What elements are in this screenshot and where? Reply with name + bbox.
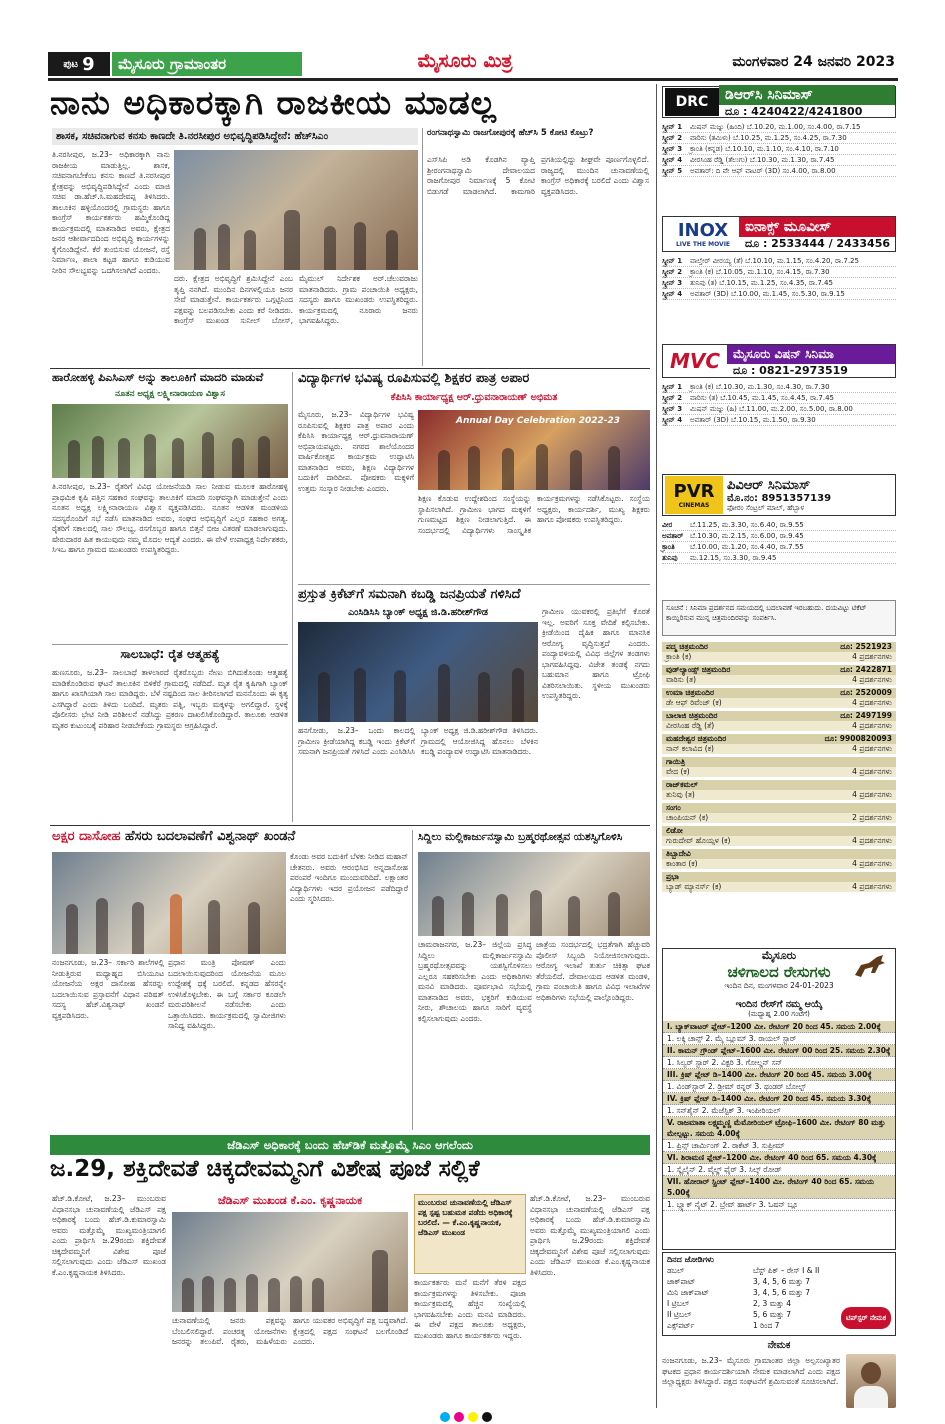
races-title-1: ಮೈಸೂರು xyxy=(761,949,797,962)
lead-subhead: ಶಾಸಕ, ಸಚಿವನಾಗುವ ಕನಸು ಕಾಣದೇ ತಿ.ನರಸೀಪುರ ಅಭಿವೃದ್ಧಿಪಡಿಸಿದ್ದೇನೆ: ಹೆಚ್‌ಸಿಎಂ xyxy=(52,128,418,145)
tipster-badge: ಟಿಪ್‌ಸ್ಟರ್ ನೇಮಕ xyxy=(841,1307,891,1329)
jds-body-left: ಹೆಚ್.ಡಿ.ಕೋಟೆ, ಜ.23– ಮುಂಬರುವ ವಿಧಾನಸಭಾ ಚುನಾವಣೆಯಲ್ಲಿ ಜೆಡಿಎಸ್ ಪಕ್ಷ ಅಧಿಕಾರಕ್ಕೆ ಬಂದು ಹೆಚ್.ಡಿ.ಕುಮಾರಸ್ವಾಮಿ ಅವರು ಮತ್ತೊಮ್ಮೆ ಮುಖ್ಯಮಂತ್ರಿಯಾಗಲಿ ಎಂದು ಪ್ರಾರ್ಥಿಸಿ ಜ.29ರಂದು ಶಕ್ತಿದೇವತೆ ಚಿಕ್ಕದೇವಮ್ಮನಿಗೆ ವಿಶೇಷ ಪೂಜೆ ಸಲ್ಲಿಸಲಾಗುವುದು ಎಂದು ಜೆಡಿಎಸ್ ಮುಖಂಡ ಕೆ.ಎಂ.ಕೃಷ್ಣನಾಯಕ ತಿಳಿಸಿದರು. xyxy=(52,1194,166,1277)
theater-entry: ತಿಬ್ಬಾದೇವಿ ಕಾಂತಾರ (ಕ) 4 ಪ್ರದರ್ಶನಗಳು xyxy=(662,849,896,869)
listing-row: ಸ್ಕ್ರೀನ್ 1 ಮಿಷನ್ ಮಜ್ನು (ಹಿಂದಿ) ಬೆ.10.20, ಮ.1.00, ಸಂ.4.00, ರಾ.7.15 xyxy=(662,122,896,133)
jds-kicker: ಜೆಡಿಎಸ್ ಅಧಿಕಾರಕ್ಕೆ ಬಂದು ಹೆಚ್‌ಡಿಕೆ ಮತ್ತೊಮ್ಮೆ ಸಿಎಂ ಆಗಲೆಂದು xyxy=(50,1135,650,1155)
inox-name: ಐನಾಕ್ಸ್ ಮೂವೀಸ್ xyxy=(739,217,895,237)
inox-tagline: LIVE THE MOVIE xyxy=(675,241,731,248)
inox-listing xyxy=(662,256,896,340)
theater-entry: ಲಿಡೋ ಗುರುದೇವ್ ಹೊಯ್ಸಳ (ಕ) 4 ಪ್ರದರ್ಶನಗಳು xyxy=(662,826,896,846)
pvr-name: ಪಿವಿಆರ್ ಸಿನಿಮಾಸ್ xyxy=(727,477,811,493)
lead-headline: ನಾನು ಅಧಿಕಾರಕ್ಕಾಗಿ ರಾಜಕೀಯ ಮಾಡಲ್ಲ xyxy=(50,83,497,122)
inox-phone: ದೂ : 2533444 / 2433456 xyxy=(745,237,891,250)
lead-photo xyxy=(174,150,418,270)
issue-date: ಮಂಗಳವಾರ 24 ಜನವರಿ 2023 xyxy=(732,54,895,70)
jds-quote-box: ಮುಂಬರುವ ಚುನಾವಣೆಯಲ್ಲಿ ಜೆಡಿಎಸ್ ಪಕ್ಷ ಸ್ಪಷ್ಟ ಬಹುಮತ ಪಡೆದು ಅಧಿಕಾರಕ್ಕೆ ಬರಲಿದೆ. — ಕೆ.ಎಂ.ಕೃಷ್ಣನಾಯಕ, ಜೆಡಿಎಸ್ ಮುಖಂಡ xyxy=(414,1194,526,1274)
listing-row: ಸ್ಕ್ರೀನ್ 3 ಕ್ರಾಂತಿ (ಕನ್ನಡ) ಬೆ.10.10, ಮ.1.10, ಸಂ.4.10, ರಾ.7.10 xyxy=(662,144,896,155)
jds-photo xyxy=(172,1212,408,1312)
registration-mark xyxy=(482,1412,492,1422)
lead-body-right: ದರು. ಕ್ಷೇತ್ರದ ಅಭಿವೃದ್ಧಿಗೆ ಶ್ರಮಿಸಿದ್ದೇನೆ ಎಂಬ ತೃಪ್ತಿ ನನಗಿದೆ. ಮುಂದಿನ ದಿನಗಳಲ್ಲಿಯೂ ಜನರ ಸೇವೆ ಮಾಡುತ್ತೇನೆ. ಕಾರ್ಯಕರ್ತರು ಒಗ್ಗಟ್ಟಿನಿಂದ ಪಕ್ಷವನ್ನು ಬಲಪಡಿಸಬೇಕು ಎಂದು ಕರೆ ನೀಡಿದರು. ಕಾಂಗ್ರೆಸ್ ಮುಖಂಡ ಸುನೀಲ್ ಬೋಸ್, ಮೈಮುಲ್ ನಿರ್ದೇಶಕ ಅರ್.ಚೆಲುವರಾಜು ಮಾತನಾಡಿದರು. ಗ್ರಾಮ ಪಂಚಾಯಿತಿ ಅಧ್ಯಕ್ಷರು, ಸದಸ್ಯರು ಹಾಗೂ ಮುಖಂಡರು ಉಪಸ್ಥಿತರಿದ್ದರು. ಕಾರ್ಯಕ್ರಮದಲ್ಲಿ ನೂರಾರು ಜನರು ಭಾಗವಹಿಸಿದ್ದರು. xyxy=(174,274,418,325)
theater-entry: ಬಾಲಾಜಿ ಚಿತ್ರಮಂದಿರ ದೂ: 2497199 ವೀರಸಿಂಹ ರೆಡ್ಡಿ (ತೆ) 4 ಪ್ರದರ್ಶನಗಳು xyxy=(662,711,896,731)
listing-row: ತುನಿವು ಮ.12.15, ಸಂ.3.30, ರಾ.9.45 xyxy=(662,553,896,564)
pacs-byline: ನೂತನ ಅಧ್ಯಕ್ಷ ಲಕ್ಷ್ಮೀನಾರಾಯಣ ವಿಶ್ವಾಸ xyxy=(115,389,225,399)
mvc-listing xyxy=(662,382,896,468)
students-byline: ಕೆಪಿಸಿಸಿ ಕಾರ್ಯಾಧ್ಯಕ್ಷ ಆರ್.ಧ್ರುವನಾರಾಯಣ್ ಅಭಿಮತ xyxy=(390,392,558,403)
horse-icon xyxy=(851,951,891,981)
tip-row: ಎಕ್ಸ್‌ಪರ್ಟ್ 1 ರಿಂದ 7 xyxy=(667,1321,780,1330)
listing-row: ಸ್ಕ್ರೀನ್ 1 ಕ್ರಾಂತಿ (ಕ) ಬೆ.10.30, ಮ.1.30, ಸಂ.4.30, ರಾ.7.30 xyxy=(662,382,896,393)
students-photo xyxy=(418,410,650,490)
page-number: 9 xyxy=(82,53,95,75)
race-item: I. ಬ್ಯಾಕ್‌ವಾಟರ್ ಪ್ಲೇಟ್–1200 ಮೀ. ರೇಟಿಂಗ್ 20 ರಿಂದ 45. ಸಮಯ 2.00ಕ್ಕೆ 1. ಲಕ್ಕಿ ಚಾನ್ಸ್ 2. ಮೈ ಬ್ಲೂಮ್ 3. ರಾಯಲ್ ಸ್ಟಾರ್ xyxy=(663,1021,895,1045)
pvr-logo-sub: CINEMAS xyxy=(678,502,710,509)
students-body-right: ಶಿಕ್ಷಣ ಕೊಡುವ ಉದ್ದೇಶದಿಂದ ಸಂಸ್ಥೆಯನ್ನು ಸ್ಥಾಪಿಸಲಾಗಿದೆ. ಗ್ರಾಮೀಣ ಭಾಗದ ಮಕ್ಕಳಿಗೆ ಗುಣಮಟ್ಟದ ಶಿಕ್ಷಣ ನೀಡಲಾಗುತ್ತಿದೆ. ಈ ಸಂದರ್ಭದಲ್ಲಿ ವಿದ್ಯಾರ್ಥಿಗಳು ಸಾಂಸ್ಕೃತಿಕ ಕಾರ್ಯಕ್ರಮಗಳನ್ನು ನಡೆಸಿಕೊಟ್ಟರು. ಸಂಸ್ಥೆಯ ಅಧ್ಯಕ್ಷರು, ಕಾರ್ಯದರ್ಶಿ, ಮುಖ್ಯ ಶಿಕ್ಷಕರು ಹಾಗೂ ಪೋಷಕರು ಉಪಸ್ಥಿತರಿದ್ದರು. xyxy=(418,494,650,535)
kabaddi-byline: ಎಂಸಿಡಿಸಿಸಿ ಬ್ಯಾಂಕ್ ಅಧ್ಯಕ್ಷ ಜಿ.ಡಿ.ಹರೀಶ್‌ಗೌಡ xyxy=(348,607,488,618)
drc-listing xyxy=(662,122,896,212)
race-item: II. ಕಾಮನ್ ಗ್ರೌಂಡ್ ಪ್ಲೇಟ್–1600 ಮೀ. ರೇಟಿಂಗ್ 00 ರಿಂದ 25. ಸಮಯ 2.30ಕ್ಕೆ 1. ಸಿಲ್ವರ್ ಸ್ಟಾರ್ 2. ವಿಕ್ಟರಿ 3. ಗೋಲ್ಡನ್ ಸನ್ xyxy=(663,1045,895,1069)
siddilu-body-left: ಚಾಮರಾಜನಗರ, ಜ.23– ಜಿಲ್ಲೆಯ ಪ್ರಸಿದ್ಧ ಸಿದ್ದಿಲು ಮಲ್ಲಿಕಾರ್ಜುನಸ್ವಾಮಿ ಬ್ರಹ್ಮರಥೋತ್ಸವವನ್ನು ಯಶಸ್ವಿಗೊಳಿಸಲು ಎಲ್ಲರೂ ಸಹಕರಿಸಬೇಕು ಎಂದು ಅಧಿಕಾರಿಗಳು ಮನವಿ ಮಾಡಿದರು. ಪೂರ್ವಭಾವಿ ಸಭೆಯಲ್ಲಿ ಮಾತನಾಡಿದ ಅವರು, ಭಕ್ತರಿಗೆ ಕುಡಿಯುವ ನೀರು, ಶೌಚಾಲಯ ಹಾಗೂ ಸಾರಿಗೆ ವ್ಯವಸ್ಥೆ ಕಲ್ಪಿಸಲಾಗುವುದು ಎಂದರು. xyxy=(418,940,532,1023)
theater-entry: ಸಂಗಂ ಚಾಂಪಿಯನ್ (ಕ) 2 ಪ್ರದರ್ಶನಗಳು xyxy=(662,803,896,823)
listing-row: ಸ್ಕ್ರೀನ್ 3 ಮಿಷನ್ ಮಜ್ನು (ಹಿ) ಬೆ.11.00, ಮ.2.00, ಸಂ.5.00, ರಾ.8.00 xyxy=(662,404,896,415)
farmer-body: ಹುಣಸೂರು, ಜ.23– ಸಾಲಬಾಧೆ ತಾಳಲಾರದೆ ರೈತರೊಬ್ಬರು ನೇಣು ಬಿಗಿದುಕೊಂಡು ಆತ್ಮಹತ್ಯೆ ಮಾಡಿಕೊಂಡಿರುವ ಘಟನೆ ತಾಲೂಕಿನ ಬಿಳಿಕೆರೆ ಗ್ರಾಮದಲ್ಲಿ ನಡೆದಿದೆ. ಮೃತ ರೈತ ಕೃಷಿಗಾಗಿ ಬ್ಯಾಂಕ್ ಹಾಗೂ ಖಾಸಗಿಯಾಗಿ ಸಾಲ ಮಾಡಿದ್ದರು. ಬೆಳೆ ನಷ್ಟದಿಂದ ಸಾಲ ತೀರಿಸಲಾಗದೆ ಮನನೊಂದು ಈ ಕೃತ್ಯ ಎಸಗಿದ್ದಾರೆ ಎಂದು ತಿಳಿದು ಬಂದಿದೆ. ಮೃತರು ಪತ್ನಿ, ಇಬ್ಬರು ಮಕ್ಕಳನ್ನು ಅಗಲಿದ್ದಾರೆ. ಸ್ಥಳಕ್ಕೆ ಪೊಲೀಸರು ಭೇಟಿ ನೀಡಿ ಪರಿಶೀಲನೆ ನಡೆಸಿದ್ದು ಪ್ರಕರಣ ದಾಖಲಿಸಿಕೊಂಡಿದ್ದಾರೆ. ತಾಲೂಕು ಆಡಳಿತ ಮೃತರ ಕುಟುಂಬಕ್ಕೆ ಪರಿಹಾರ ನೀಡಬೇಕೆಂದು ಗ್ರಾಮಸ್ಥರು ಆಗ್ರಹಿಸಿದ್ದಾರೆ. xyxy=(52,668,288,730)
races-box xyxy=(662,948,896,1250)
pacs-headline: ಹಾರೋಹಳ್ಳಿ ಪಿಎಸಿಎಸ್ ಅನ್ನು ತಾಲೂಕಿಗೆ ಮಾದರಿ ಮಾಡುವೆ xyxy=(52,371,264,384)
pvr-listing xyxy=(662,520,896,596)
dasoha-headline xyxy=(52,830,412,848)
appointment-body: ನಂಜನಗೂಡು, ಜ.23– ಮೈಸೂರು ಗ್ರಾಮಾಂತರ ಜಿಲ್ಲಾ ಅಲ್ಪಸಂಖ್ಯಾತರ ಘಟಕದ ಪ್ರಧಾನ ಕಾರ್ಯದರ್ಶಿಯಾಗಿ ನೇಮಕ ಮಾಡಲಾಗಿದೆ ಎಂದು ಪಕ್ಷದ ಜಿಲ್ಲಾಧ್ಯಕ್ಷರು ತಿಳಿಸಿದ್ದಾರೆ. ಪಕ್ಷದ ಸಂಘಟನೆಗೆ ಶ್ರಮಿಸುವಂತೆ ಸೂಚಿಸಲಾಗಿದೆ. xyxy=(662,1356,840,1386)
kabaddi-body-left: ಹನಗೋಡು, ಜ.23– ಒಂದು ಕಾಲದಲ್ಲಿ ಗ್ರಾಮೀಣ ಕ್ರೀಡೆಯಾಗಿದ್ದ ಕಬಡ್ಡಿ ಇಂದು ಕ್ರಿಕೆಟ್‌ಗೆ ಸಮನಾಗಿ ಜನಪ್ರಿಯತೆ ಗಳಿಸಿದೆ ಎಂದು ಎಂಸಿಡಿಸಿಸಿ ಬ್ಯಾಂಕ್ ಅಧ್ಯಕ್ಷ ಜಿ.ಡಿ.ಹರೀಶ್‌ಗೌಡ ತಿಳಿಸಿದರು. ಗ್ರಾಮದಲ್ಲಿ ಆಯೋಜಿಸಿದ್ದ ಹೊನಲು ಬೆಳಕಿನ ಕಬಡ್ಡಿ ಪಂದ್ಯಾವಳಿ ಉದ್ಘಾಟಿಸಿ ಮಾತನಾಡಿದರು. xyxy=(298,726,538,756)
listing-row: ಸ್ಕ್ರೀನ್ 2 ವಾರಿಸು (ತ) ಬೆ.10.45, ಮ.1.45, ಸಂ.4.45, ರಾ.7.45 xyxy=(662,393,896,404)
page-label: ಪುಟ xyxy=(63,58,79,70)
theater-entry: ಮಹದೇಶ್ವರ ಚಿತ್ರಮಂದಿರ ದೂ: 9900820093 ನಾನ್ ಕಲಾವಿದ (ಕ) 4 ಪ್ರದರ್ಶನಗಳು xyxy=(662,734,896,754)
kabaddi-headline: ಪ್ರಸ್ತುತ ಕ್ರಿಕೆಟ್‌ಗೆ ಸಮನಾಗಿ ಕಬಡ್ಡಿ ಜನಪ್ರಿಯತೆ ಗಳಿಸಿದೆ xyxy=(298,587,521,602)
section-rule xyxy=(50,368,650,369)
pacs-body: ತಿ.ನರಸೀಪುರ, ಜ.23– ರೈತರಿಗೆ ವಿವಿಧ ಯೋಜನೆಯಡಿ ಸಾಲ ನೀಡುವ ಮೂಲಕ ಹಾರೋಹಳ್ಳಿ ಪ್ರಾಥಮಿಕ ಕೃಷಿ ಪತ್ತಿನ ಸಹಕಾರ ಸಂಘವನ್ನು ತಾಲೂಕಿಗೆ ಮಾದರಿ ಸಂಘವನ್ನಾಗಿ ಮಾಡುತ್ತೇನೆ ಎಂದು ನೂತನ ಅಧ್ಯಕ್ಷ ಲಕ್ಷ್ಮೀನಾರಾಯಣ ವಿಶ್ವಾಸ ವ್ಯಕ್ತಪಡಿಸಿದರು. ನೂತನ ಆಡಳಿತ ಮಂಡಳಿಯ ಸದಸ್ಯರೊಂದಿಗೆ ಸಭೆ ನಡೆಸಿ ಮಾತನಾಡಿದ ಅವರು, ಸಂಘದ ಅಭಿವೃದ್ಧಿಗೆ ಎಲ್ಲರ ಸಹಕಾರ ಅಗತ್ಯ. ರೈತರಿಗೆ ಸಕಾಲದಲ್ಲಿ ಸಾಲ ಸೌಲಭ್ಯ, ರಸಗೊಬ್ಬರ ಹಾಗೂ ಬಿತ್ತನೆ ಬೀಜ ವಿತರಣೆ ಮಾಡಲಾಗುವುದು. ಷೇರುದಾರರ ಹಿತ ಕಾಯುವುದು ನಮ್ಮ ಮೊದಲ ಆದ್ಯತೆ ಎಂದರು. ಈ ವೇಳೆ ಉಪಾಧ್ಯಕ್ಷ ನಿರ್ದೇಶಕರು, ಸಿಇಒ ಹಾಗೂ ಗ್ರಾಮದ ಮುಖಂಡರು ಉಪಸ್ಥಿತರಿದ್ದರು. xyxy=(52,482,288,554)
races-note: (ಮಧ್ಯಾಹ್ನ 2.00 ಗಂಟೆಗೆ) xyxy=(748,1010,810,1018)
dasoha-body-left: ನಂಜನಗೂಡು, ಜ.23– ಸರ್ಕಾರಿ ಶಾಲೆಗಳಲ್ಲಿ ನೀಡುತ್ತಿರುವ ಮಧ್ಯಾಹ್ನದ ಬಿಸಿಯೂಟ ಯೋಜನೆಯ ಅಕ್ಷರ ದಾಸೋಹ ಹೆಸರನ್ನು ಬದಲಾಯಿಸುವ ಪ್ರಸ್ತಾವನೆಗೆ ವಿಧಾನ ಪರಿಷತ್ ಸದಸ್ಯ ಹೆಚ್.ವಿಶ್ವನಾಥ್ ಖಂಡನೆ ವ್ಯಕ್ತಪಡಿಸಿದರು. xyxy=(52,958,164,1020)
tip-row: II ಟ್ರಿಬಲ್ 5, 6 ಮತ್ತು 7 xyxy=(667,1310,791,1319)
listing-row: ಸ್ಕ್ರೀನ್ 4 ಅವತಾರ್ (3D) ಬೆ.10.15, ಮ.1.50, ರಾ.9.30 xyxy=(662,415,896,426)
kabaddi-body-right: ಗ್ರಾಮೀಣ ಯುವಕರಲ್ಲಿ ಪ್ರತಿಭೆಗೆ ಕೊರತೆ ಇಲ್ಲ. ಅವರಿಗೆ ಸೂಕ್ತ ವೇದಿಕೆ ಕಲ್ಪಿಸಬೇಕು. ಕ್ರೀಡೆಯಿಂದ ದೈಹಿಕ ಹಾಗೂ ಮಾನಸಿಕ ಆರೋಗ್ಯ ವೃದ್ಧಿಸುತ್ತದೆ ಎಂದರು. ಪಂದ್ಯಾವಳಿಯಲ್ಲಿ ವಿವಿಧ ಜಿಲ್ಲೆಗಳ ತಂಡಗಳು ಭಾಗವಹಿಸಿದ್ದವು. ವಿಜೇತ ತಂಡಕ್ಕೆ ನಗದು ಬಹುಮಾನ ಹಾಗೂ ಟ್ರೋಫಿ ವಿತರಿಸಲಾಯಿತು. ಸ್ಥಳೀಯ ಮುಖಂಡರು ಉಪಸ್ಥಿತರಿದ್ದರು. xyxy=(542,607,650,700)
jds-body-right: ಕಾರ್ಯಕರ್ತರು ಮನೆ ಮನೆಗೆ ತೆರಳಿ ಪಕ್ಷದ ಕಾರ್ಯಕ್ರಮಗಳನ್ನು ತಿಳಿಸಬೇಕು. ಪೂಜಾ ಕಾರ್ಯಕ್ರಮದಲ್ಲಿ ಹೆಚ್ಚಿನ ಸಂಖ್ಯೆಯಲ್ಲಿ ಭಾಗವಹಿಸಬೇಕು ಎಂದು ಮನವಿ ಮಾಡಿದರು. ಈ ವೇಳೆ ಪಕ್ಷದ ತಾಲೂಕು ಅಧ್ಯಕ್ಷರು, ಮುಖಂಡರು ಹಾಗೂ ಕಾರ್ಯಕರ್ತರು ಇದ್ದರು. xyxy=(414,1278,526,1340)
theater-entry: ಪದ್ಮ ಚಿತ್ರಮಂದಿರ ದೂ: 2521923 ಕ್ರಾಂತಿ (ಕ) 4 ಪ್ರದರ್ಶನಗಳು xyxy=(662,642,896,662)
listing-row: ಸ್ಕ್ರೀನ್ 5 ಅವತಾರ್: ದಿ ವೇ ಆಫ್ ವಾಟರ್ (3D) ಸಂ.4.00, ರಾ.8.00 xyxy=(662,166,896,177)
pvr-note: ಸೂಚನೆ : ಸಿನಿಮಾ ಪ್ರದರ್ಶನದ ಸಮಯದಲ್ಲಿ ಬದಲಾವಣೆ ಇರಬಹುದು. ದಯವಿಟ್ಟು ಟಿಕೆಟ್ ಕಾಯ್ದಿರಿಸುವ ಮುನ್ನ ಚಿತ್ರಮಂದಿರವನ್ನು ಸಂಪರ್ಕಿಸಿ. xyxy=(662,600,896,636)
jds-byline: ಜೆಡಿಎಸ್ ಮುಖಂಡ ಕೆ.ಎಂ. ಕೃಷ್ಣನಾಯಕ xyxy=(172,1194,408,1210)
column-rule xyxy=(422,128,423,366)
lead-body-left: ತಿ.ನರಸೀಪುರ, ಜ.23– ಅಧಿಕಾರಕ್ಕಾಗಿ ನಾನು ರಾಜಕೀಯ ಮಾಡುತ್ತಿಲ್ಲ. ಶಾಸಕ, ಸಚಿವನಾಗಬೇಕೆಂಬ ಕನಸು ಕಾಣದೆ ತಿ.ನರಸೀಪುರ ಕ್ಷೇತ್ರವನ್ನು ಅಭಿವೃದ್ಧಿಪಡಿಸಿದ್ದೇನೆ ಎಂದು ಮಾಜಿ ಸಚಿವ ಡಾ.ಹೆಚ್.ಸಿ.ಮಹದೇವಪ್ಪ ತಿಳಿಸಿದರು. ತಾಲೂಕಿನ ಹಳ್ಳಿಯೊಂದರಲ್ಲಿ ಗ್ರಾಮಸ್ಥರು ಹಾಗೂ ಕಾಂಗ್ರೆಸ್ ಕಾರ್ಯಕರ್ತರು ಹಮ್ಮಿಕೊಂಡಿದ್ದ ಕಾರ್ಯಕ್ರಮದಲ್ಲಿ ಮಾತನಾಡಿದ ಅವರು, ಕ್ಷೇತ್ರದ ಜನರ ಆಶೀರ್ವಾದದಿಂದ ಅಭಿವೃದ್ಧಿ ಕಾರ್ಯಗಳನ್ನು ಕೈಗೊಂಡಿದ್ದೇನೆ. ಕೆರೆ ತುಂಬಿಸುವ ಯೋಜನೆ, ರಸ್ತೆ ನಿರ್ಮಾಣ, ಶಾಲಾ ಕಟ್ಟಡ ಹಾಗೂ ಕುಡಿಯುವ ನೀರಿನ ಸೌಲಭ್ಯವನ್ನು ಒದಗಿಸಲಾಗಿದೆ ಎಂದರು. xyxy=(52,150,170,275)
students-headline: ವಿದ್ಯಾರ್ಥಿಗಳ ಭವಿಷ್ಯ ರೂಪಿಸುವಲ್ಲಿ ಶಿಕ್ಷಕರ ಪಾತ್ರ ಅಪಾರ xyxy=(298,371,530,386)
siddilu-headline: ಸಿದ್ದಿಲು ಮಲ್ಲಿಕಾರ್ಜುನಸ್ವಾಮಿ ಬ್ರಹ್ಮರಥೋತ್ಸವ ಯಶಸ್ವಿಗೊಳಿಸಿ xyxy=(418,831,623,843)
theater-entry: ಪ್ರಭಾ ಬ್ಯಾಡ್ ಮ್ಯಾನರ್ಸ್ (ಕ) 4 ಪ್ರದರ್ಶನಗಳು xyxy=(662,872,896,892)
page-number-badge xyxy=(48,52,110,76)
drc-logo: DRC xyxy=(665,88,719,116)
listing-row: ವೀರ ಬೆ.11.25, ಮ.3.30, ಸಂ.6.40, ರಾ.9.55 xyxy=(662,520,896,531)
theater-list xyxy=(662,642,896,932)
dasoha-headline-rest: ಹೆಸರು ಬದಲಾವಣೆಗೆ ವಿಶ್ವನಾಥ್ ಖಂಡನೆ xyxy=(125,829,296,844)
side-body: ಎಸ್‌ಸಿಪಿ ಅಡಿ ಕೊಡಗಿನ ವ್ಯಾಪ್ತಿ ಶ್ರೀರಂಗನಾಥಸ್ವಾಮಿ ದೇವಾಲಯದ ರಾಜಗೋಪುರ ನಿರ್ಮಾಣಕ್ಕೆ 5 ಕೋಟಿ ಬಿಡುಗಡೆ ಮಾಡಲಾಗಿದೆ. ಕಾಮಗಾರಿ ಪ್ರಗತಿಯಲ್ಲಿದ್ದು ಶೀಘ್ರವೇ ಪೂರ್ಣಗೊಳ್ಳಲಿದೆ. ರಾಜ್ಯದಲ್ಲಿ ಮುಂದಿನ ಚುನಾವಣೆಯಲ್ಲಿ ಕಾಂಗ್ರೆಸ್ ಅಧಿಕಾರಕ್ಕೆ ಬರಲಿದೆ ಎಂದು ವಿಶ್ವಾಸ ವ್ಯಕ್ತಪಡಿಸಿದರು. xyxy=(427,155,649,196)
tip-row: ಮಿನಿ ಜಾಕ್‌ಪಾಟ್ 3, 4, 5, 6 ಮತ್ತು 7 xyxy=(667,1288,811,1297)
farmer-headline: ಸಾಲಬಾಧೆ: ರೈತ ಆತ್ಮಹತ್ಯೆ xyxy=(120,647,220,661)
column-rule xyxy=(412,830,413,1130)
story-rule xyxy=(52,644,288,645)
race-item: VII. ಹೋರಾರ್ ಸ್ಪ್ರಿಂಟ್ ಪ್ಲೇಟ್–1400 ಮೀ. ರೇಟಿಂಗ್ 40 ರಿಂದ 65. ಸಮಯ 5.00ಕ್ಕೆ 1. ಬ್ಲ್ಯಾಕ್ ನೈಟ್ 2. ಬ್ರೇವ್ ಹಾರ್ಟ್ 3. ಓಷನ್ ಬ್ಲೂ xyxy=(663,1176,895,1211)
section-title: ಮೈಸೂರು ಗ್ರಾಮಾಂತರ xyxy=(112,52,302,76)
appointment-headline: ನೇಮಕ xyxy=(767,1340,791,1351)
listing-row: ಅವತಾರ್ ಬೆ.10.30, ಮ.2.15, ಸಂ.6.00, ರಾ.9.45 xyxy=(662,531,896,542)
pvr-header xyxy=(662,474,896,516)
drc-name: ಡಿಆರ್‌ಸಿ ಸಿನಿಮಾಸ್ xyxy=(719,85,895,105)
story-rule xyxy=(298,584,650,585)
dasoha-body-right: ಕೊಂಡು ಅವರ ಬದುಕಿಗೆ ಬೆಳಕು ನೀಡಿದ ಮಹಾನ್ ಚೇತನರು. ಅವರು ಆರಂಭಿಸಿದ ಅನ್ನದಾಸೋಹ ಪರಂಪರೆ ಇಂದಿಗೂ ಮುಂದುವರಿದಿದೆ. ಲಕ್ಷಾಂತರ ವಿದ್ಯಾರ್ಥಿಗಳು ಇದರ ಪ್ರಯೋಜನ ಪಡೆದಿದ್ದಾರೆ ಎಂದು ಸ್ಮರಿಸಿದರು. xyxy=(290,852,408,903)
race-item: V. ರಾಜಮಾತಾ ಲಕ್ಷ್ಮಮ್ಮಣ್ಣಿ ಮೆಮೋರಿಯಲ್ ಟ್ರೋಫಿ–1600 ಮೀ. ರೇಟಿಂಗ್ 80 ಮತ್ತು ಮೇಲ್ಪಟ್ಟು. ಸಮಯ 4.00ಕ್ಕೆ 1. ಪ್ರಿನ್ಸ್ ಚಾರ್ಮಿಂಗ್ 2. ರಾಕೆಟ್ 3. ಸುಪ್ರೀಮ್ xyxy=(663,1117,895,1152)
jds-headline: ಜ.29, ಶಕ್ತಿದೇವತೆ ಚಿಕ್ಕದೇವಮ್ಮನಿಗೆ ವಿಶೇಷ ಪೂಜೆ ಸಲ್ಲಿಕೆ xyxy=(50,1156,480,1182)
students-body-left: ಮೈಸೂರು, ಜ.23– ವಿದ್ಯಾರ್ಥಿಗಳ ಭವಿಷ್ಯ ರೂಪಿಸುವಲ್ಲಿ ಶಿಕ್ಷಕರ ಪಾತ್ರ ಅಪಾರ ಎಂದು ಕೆಪಿಸಿಸಿ ಕಾರ್ಯಾಧ್ಯಕ್ಷ ಆರ್.ಧ್ರುವನಾರಾಯಣ್ ಅಭಿಪ್ರಾಯಪಟ್ಟರು. ನಗರದ ಶಾಲೆಯೊಂದರ ವಾರ್ಷಿಕೋತ್ಸವ ಕಾರ್ಯಕ್ರಮ ಉದ್ಘಾಟಿಸಿ ಮಾತನಾಡಿದ ಅವರು, ಶಿಕ್ಷಣ ವಿದ್ಯಾರ್ಥಿಗಳ ಬದುಕಿಗೆ ದಾರಿದೀಪ. ಪೋಷಕರು ಮಕ್ಕಳಿಗೆ ಉತ್ತಮ ಸಂಸ್ಕಾರ ನೀಡಬೇಕು ಎಂದರು. xyxy=(298,410,414,493)
mvc-header xyxy=(662,344,896,378)
masthead: ಮೈಸೂರು ಮಿತ್ರ xyxy=(417,50,513,72)
drc-header xyxy=(662,86,896,118)
listing-row: ಸ್ಕ್ರೀನ್ 1 ವಾಲ್ತೇರ್ ವೀರಯ್ಯ (ತೆ) ಬೆ.10.10, ಮ.1.15, ಸಂ.4.20, ರಾ.7.25 xyxy=(662,256,896,267)
race-item: III. ಕ್ರಿಷ್ ಪ್ಲೇಟ್ ಡಿ–1400 ಮೀ. ರೇಟಿಂಗ್ 20 ರಿಂದ 45. ಸಮಯ 3.00ಕ್ಕೆ 1. ವಿಂಡ್‌ಸ್ಟಾರ್ 2. ಡ್ರೀಮ್ ರನ್ನರ್ 3. ಥಂಡರ್ ಬೋಲ್ಟ್ xyxy=(663,1069,895,1093)
siddilu-photo xyxy=(418,852,650,936)
mvc-phone: ದೂ : 0821-2973519 xyxy=(733,363,848,377)
races-title-2: ಚಳಿಗಾಲದ ರೇಸುಗಳು xyxy=(727,963,831,981)
tip-row: ಡಬಲ್ ಬೆಸ್ಟ್ ಪಿಕ್ – ರೇಸ್ I & II xyxy=(667,1266,820,1275)
theater-entry: ರಾಜ್‌ಕಮಲ್ ತುನಿವು (ತ) 4 ಪ್ರದರ್ಶನಗಳು xyxy=(662,780,896,800)
tips-title: ದಿನದ ಜೋಡಿಗಳು xyxy=(667,1255,714,1264)
jds-body-right-2: ಹೆಚ್.ಡಿ.ಕೋಟೆ, ಜ.23– ಮುಂಬರುವ ವಿಧಾನಸಭಾ ಚುನಾವಣೆಯಲ್ಲಿ ಜೆಡಿಎಸ್ ಪಕ್ಷ ಅಧಿಕಾರಕ್ಕೆ ಬಂದು ಹೆಚ್.ಡಿ.ಕುಮಾರಸ್ವಾಮಿ ಅವರು ಮತ್ತೊಮ್ಮೆ ಮುಖ್ಯಮಂತ್ರಿಯಾಗಲಿ ಎಂದು ಪ್ರಾರ್ಥಿಸಿ ಜ.29ರಂದು ಶಕ್ತಿದೇವತೆ ಚಿಕ್ಕದೇವಮ್ಮನಿಗೆ ವಿಶೇಷ ಪೂಜೆ ಸಲ್ಲಿಸಲಾಗುವುದು ಎಂದು ಜೆಡಿಎಸ್ ಮುಖಂಡ ಕೆ.ಎಂ.ಕೃಷ್ಣನಾಯಕ ತಿಳಿಸಿದರು. xyxy=(530,1194,650,1277)
race-item: VI. ಶಿರಾಮಣಿ ಪ್ಲೇಟ್–1200 ಮೀ. ರೇಟಿಂಗ್ 40 ರಿಂದ 65. ಸಮಯ 4.30ಕ್ಕೆ 1. ಸ್ಕೈಲೈನ್ 2. ವೈಲ್ಡ್ ಫೈರ್ 3. ಸಿಲ್ಕ್ ರೋಡ್ xyxy=(663,1152,895,1176)
drc-phone: ದೂ : 4240422/4241800 xyxy=(725,105,863,118)
dasoha-body-mid: ಪ್ರಧಾನ ಮಂತ್ರಿ ಪೋಷಣ್ ಎಂದು ಬದಲಾಯಿಸುವುದರಿಂದ ಯೋಜನೆಯ ಮೂಲ ಉದ್ದೇಶಕ್ಕೆ ಧಕ್ಕೆ ಬರಲಿದೆ. ಕನ್ನಡದ ಹೆಸರನ್ನೇ ಉಳಿಸಿಕೊಳ್ಳಬೇಕು. ಈ ಬಗ್ಗೆ ಸರ್ಕಾರ ಕೂಡಲೇ ಮರುಪರಿಶೀಲನೆ ನಡೆಸಬೇಕು ಎಂದು ಒತ್ತಾಯಿಸಿದರು. ಕಾರ್ಯಕ್ರಮದಲ್ಲಿ ಸ್ವಾಮೀಜಿಗಳು ಸಾನಿಧ್ಯ ವಹಿಸಿದ್ದರು. xyxy=(168,958,286,1030)
pvr-logo: PVR xyxy=(673,481,715,502)
listing-row: ಸ್ಕ್ರೀನ್ 4 ಅವತಾರ್ (3D) ಬೆ.10.00, ಮ.1.45, ಸಂ.5.30, ರಾ.9.15 xyxy=(662,289,896,300)
dasoha-headline-highlight: ಅಕ್ಷರ ದಾಸೋಹ xyxy=(52,829,121,844)
listing-row: ಸ್ಕ್ರೀನ್ 4 ವೀರಸಿಂಹ ರೆಡ್ಡಿ (ತೆಲುಗು) ಬೆ.10.30, ಮ.1.30, ರಾ.7.45 xyxy=(662,155,896,166)
rail-divider xyxy=(656,84,657,1408)
pvr-address: ಫೋರಂ ಸೆಂಟ್ರಲ್ ಮಾಲ್, ಹೆಬ್ಬಾಳ xyxy=(727,503,805,512)
pvr-phone: ಮೊ.ನಂ: 8951357139 xyxy=(727,492,832,504)
races-date: ಇಂದಿನ ದಿನ, ಮಂಗಳವಾರ 24-01-2023 xyxy=(724,981,834,990)
jds-body-mid: ಚುನಾವಣೆಯಲ್ಲಿ ಜನರು ಪಕ್ಷವನ್ನು ಬೆಂಬಲಿಸಲಿದ್ದಾರೆ. ಪಂಚರತ್ನ ಯೋಜನೆಗಳು ಜನರನ್ನು ತಲುಪಿವೆ. ರೈತರು, ಮಹಿಳೆಯರು ಹಾಗೂ ಯುವಕರ ಅಭಿವೃದ್ಧಿಗೆ ಪಕ್ಷ ಬದ್ಧವಾಗಿದೆ. ಕ್ಷೇತ್ರದಲ್ಲಿ ಪಕ್ಷದ ಸಂಘಟನೆ ಬಲಗೊಂಡಿದೆ ಎಂದರು. xyxy=(172,1316,408,1346)
column-rule xyxy=(292,372,293,822)
tip-row: I ಟ್ರಿಬಲ್ 2, 3 ಮತ್ತು 4 xyxy=(667,1299,791,1308)
section-rule xyxy=(50,825,650,826)
appointment-photo xyxy=(846,1354,896,1408)
listing-row: ಸ್ಕ್ರೀನ್ 2 ಕ್ರಾಂತಿ (ಕ) ಬೆ.10.05, ಮ.1.10, ಸಂ.4.15, ರಾ.7.30 xyxy=(662,267,896,278)
theater-entry: ಉಮಾ ಚಿತ್ರಮಂದಿರ ದೂ: 2520009 ಡೇ ಆಫ್ ರಿವೆಂಜ್ (ಕ) 4 ಪ್ರದರ್ಶನಗಳು xyxy=(662,688,896,708)
listing-row: ಸ್ಕ್ರೀನ್ 2 ವಾರಿಸು (ತಮಿಳು) ಬೆ.10.25, ಮ.1.25, ಸಂ.4.25, ರಾ.7.30 xyxy=(662,133,896,144)
mvc-logo: MVC xyxy=(669,349,721,373)
tip-row: ಜಾಕ್‌ಪಾಟ್ 3, 4, 5, 6 ಮತ್ತು 7 xyxy=(667,1277,811,1286)
registration-mark xyxy=(440,1412,450,1422)
side-headline: ರಂಗನಾಥಸ್ವಾಮಿ ರಾಜಗೋಪುರಕ್ಕೆ ಹೆಚ್‌ಸಿ 5 ಕೋಟಿ ಕೊಟ್ರು? xyxy=(427,128,594,138)
race-item: IV. ಕ್ರಿಷ್ ಪ್ಲೇಟ್ ಡಿ–1400 ಮೀ. ರೇಟಿಂಗ್ 20 ರಿಂದ 45. ಸಮಯ 3.30ಕ್ಕೆ 1. ಸನ್‌ಶೈನ್ 2. ಮೆಜೆಸ್ಟಿಕ್ 3. ಇಂಪೀರಿಯಲ್ xyxy=(663,1093,895,1117)
races-subtitle: ಇಂದಿನ ರೇಸ್‌ಗೆ ನಮ್ಮ ಆಯ್ಕೆ xyxy=(735,999,823,1010)
dasoha-photo xyxy=(52,852,286,954)
registration-mark xyxy=(454,1412,464,1422)
races-tips xyxy=(662,1252,896,1336)
kabaddi-photo xyxy=(298,622,538,722)
header-rule xyxy=(48,78,898,81)
theater-entry: ಗಾಯಿತ್ರಿ ವೇದ (ಕ) 4 ಪ್ರದರ್ಶನಗಳು xyxy=(662,757,896,777)
inox-header xyxy=(662,216,896,252)
siddilu-body-right: ಜಾತ್ರೆಯ ಸಂದರ್ಭದಲ್ಲಿ ಭದ್ರತೆಗಾಗಿ ಹೆಚ್ಚುವರಿ ಪೊಲೀಸ್ ಸಿಬ್ಬಂದಿ ನಿಯೋಜಿಸಲಾಗುವುದು. ಆರೋಗ್ಯ ಇಲಾಖೆ ತುರ್ತು ಚಿಕಿತ್ಸಾ ಘಟಕ ತೆರೆಯಲಿದೆ. ದೇವಾಲಯದ ಆಡಳಿತ ಮಂಡಳಿ, ಗ್ರಾಮ ಪಂಚಾಯಿತಿ ಹಾಗೂ ವಿವಿಧ ಇಲಾಖೆಗಳ ಅಧಿಕಾರಿಗಳು ಸಭೆಯಲ್ಲಿ ಪಾಲ್ಗೊಂಡಿದ್ದರು. xyxy=(536,940,650,1002)
pacs-photo xyxy=(52,404,288,478)
inox-logo: INOX xyxy=(677,220,729,241)
mvc-name: ಮೈಸೂರು ವಿಷನ್ ಸಿನಿಮಾ xyxy=(727,345,895,364)
theater-entry: ವುಡ್‌ಲ್ಯಾಂಡ್ಸ್ ಚಿತ್ರಮಂದಿರ ದೂ: 2422871 ವಾರಿಸು (ತ) 4 ಪ್ರದರ್ಶನಗಳು xyxy=(662,665,896,685)
photo-banner: Annual Day Celebration 2022-23 xyxy=(455,416,621,426)
registration-mark xyxy=(468,1412,478,1422)
listing-row: ಸ್ಕ್ರೀನ್ 3 ತುನಿವು (ತ) ಬೆ.10.15, ಮ.1.25, ಸಂ.4.35, ರಾ.7.45 xyxy=(662,278,896,289)
listing-row: ಕ್ರಾಂತಿ ಬೆ.10.00, ಮ.1.20, ಸಂ.4.40, ರಾ.7.55 xyxy=(662,542,896,553)
